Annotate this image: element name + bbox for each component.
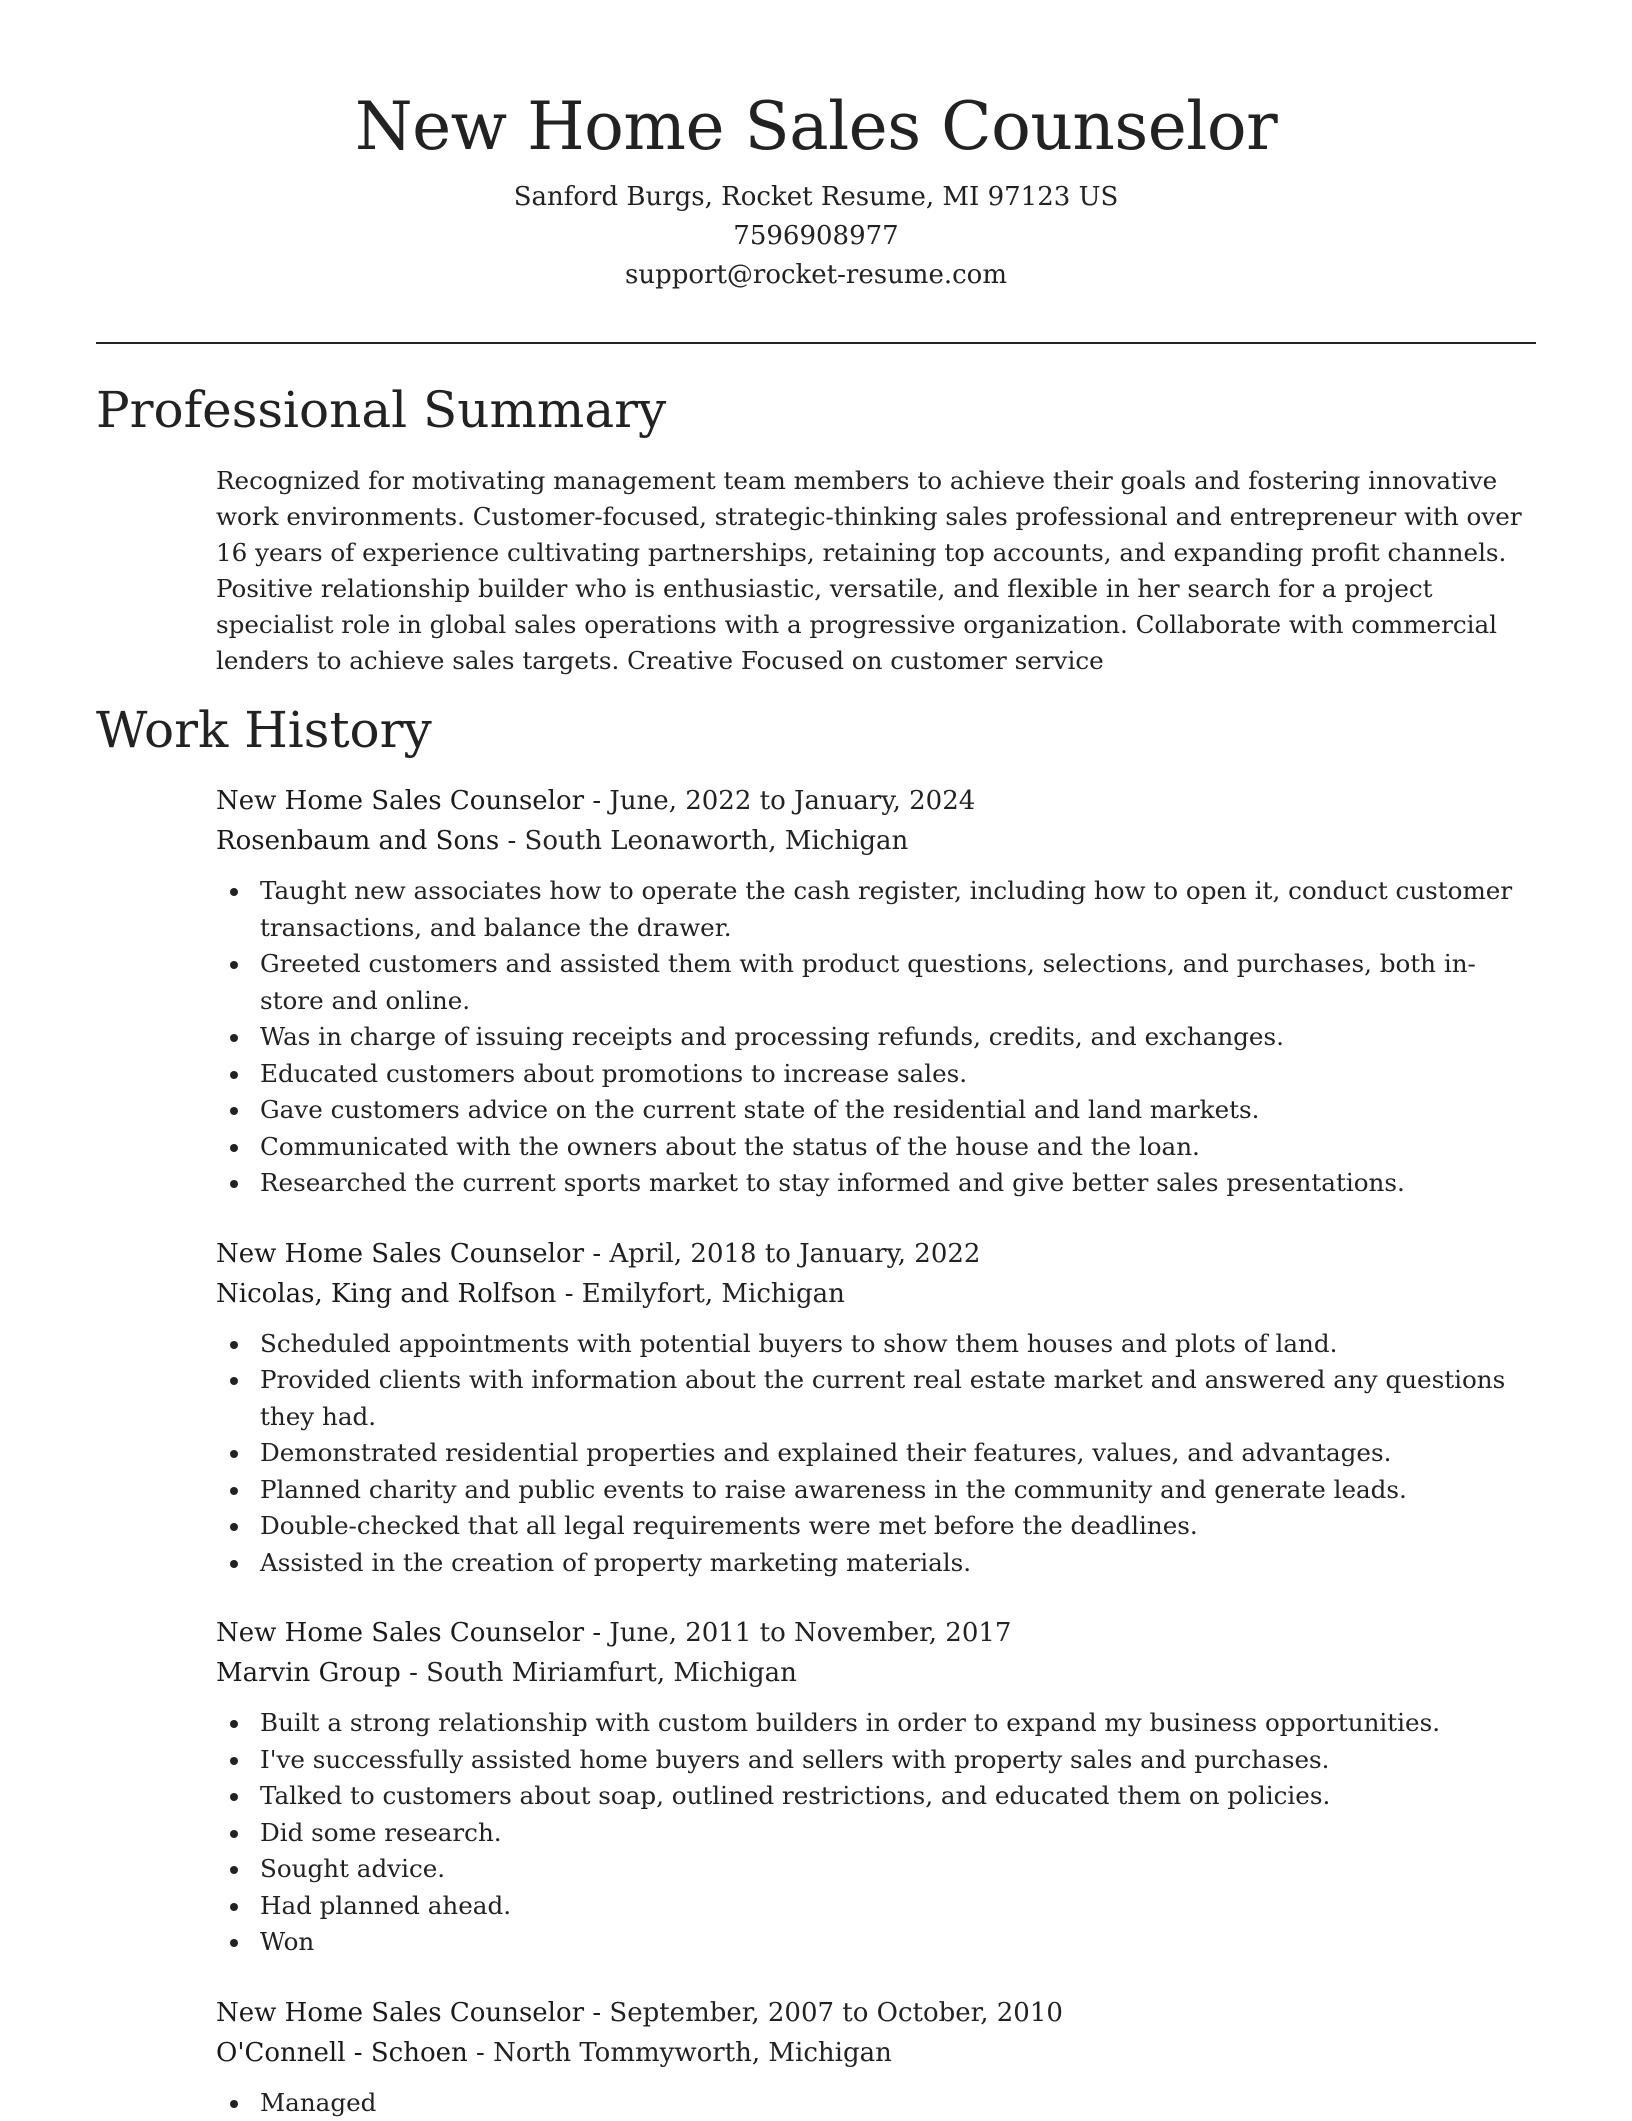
job-company: Marvin Group xyxy=(216,1658,401,1688)
job-bullet-list xyxy=(216,1705,1536,1961)
job-position: New Home Sales Counselor xyxy=(216,1239,584,1269)
job-company: Rosenbaum and Sons xyxy=(216,826,499,856)
job-bullet: I've successfully assisted home buyers and sellers with property sales and purchases. xyxy=(216,1742,1536,1779)
contact-email: support@rocket-resume.com xyxy=(96,256,1536,295)
job-bullet: Assisted in the creation of property marketing materials. xyxy=(216,1545,1536,1582)
job-title-line xyxy=(216,1613,1536,1653)
header-divider xyxy=(96,342,1536,344)
job-entry xyxy=(216,1993,1536,2121)
job-bullet: Researched the current sports market to stay informed and give better sales presentations. xyxy=(216,1165,1536,1202)
job-bullet: Gave customers advice on the current state of the residential and land markets. xyxy=(216,1092,1536,1129)
job-company-line xyxy=(216,2033,1536,2073)
job-bullet-list xyxy=(216,873,1536,1202)
work-history-section-title: Work History xyxy=(96,698,432,762)
job-company: Nicolas, King and Rolfson xyxy=(216,1279,556,1309)
job-bullet-list xyxy=(216,2085,1536,2121)
job-dates: - September, 2007 to October, 2010 xyxy=(584,1998,1063,2028)
job-bullet: Scheduled appointments with potential buyers to show them houses and plots of land. xyxy=(216,1326,1536,1363)
job-bullet: Managed xyxy=(216,2085,1536,2121)
job-company: O'Connell - Schoen xyxy=(216,2038,468,2068)
job-company-line xyxy=(216,1274,1536,1314)
job-bullet: Had planned ahead. xyxy=(216,1888,1536,1925)
job-company-line xyxy=(216,821,1536,861)
job-bullet: Provided clients with information about the current real estate market and answered any questions they had. xyxy=(216,1362,1536,1435)
job-title-line xyxy=(216,781,1536,821)
job-entry xyxy=(216,1613,1536,1961)
job-bullet: Won xyxy=(216,1924,1536,1961)
job-entry xyxy=(216,1234,1536,1582)
job-bullet: Sought advice. xyxy=(216,1851,1536,1888)
work-history-list xyxy=(216,781,1536,2121)
job-entry xyxy=(216,781,1536,1202)
job-dates: - June, 2011 to November, 2017 xyxy=(584,1618,1011,1648)
job-bullet: Communicated with the owners about the status of the house and the loan. xyxy=(216,1129,1536,1166)
resume-header xyxy=(96,82,1536,295)
job-title-line xyxy=(216,1234,1536,1274)
contact-address: Sanford Burgs, Rocket Resume, MI 97123 US xyxy=(96,178,1536,217)
job-bullet: Taught new associates how to operate the cash register, including how to open it, conduct customer transactions, and balance the drawer. xyxy=(216,873,1536,946)
resume-name: New Home Sales Counselor xyxy=(96,82,1536,172)
job-company-line xyxy=(216,1653,1536,1693)
job-position: New Home Sales Counselor xyxy=(216,1618,584,1648)
summary-text: Recognized for motivating management team members to achieve their goals and fostering innovative work environments. Customer-focused, strategic-thinking sales professional and entrepreneur with over 16 years of experience cultivating partnerships, retaining top accounts, and expanding profit channels. Positive relationship builder who is enthusiastic, versatile, and flexible in her search for a project specialist role in global sales operations with a progressive organization. Collaborate with commercial lenders to achieve sales targets. Creative Focused on customer service xyxy=(216,463,1536,679)
job-bullet: Built a strong relationship with custom builders in order to expand my business opportunities. xyxy=(216,1705,1536,1742)
job-bullet: Greeted customers and assisted them with product questions, selections, and purchases, both in-store and online. xyxy=(216,946,1536,1019)
job-position: New Home Sales Counselor xyxy=(216,786,584,816)
job-location: - Emilyfort, Michigan xyxy=(556,1279,844,1309)
job-bullet: Did some research. xyxy=(216,1815,1536,1852)
job-location: - South Miriamfurt, Michigan xyxy=(401,1658,797,1688)
job-bullet: Educated customers about promotions to increase sales. xyxy=(216,1056,1536,1093)
contact-phone: 7596908977 xyxy=(96,217,1536,256)
job-bullet: Planned charity and public events to raise awareness in the community and generate leads. xyxy=(216,1472,1536,1509)
job-bullet: Double-checked that all legal requirements were met before the deadlines. xyxy=(216,1508,1536,1545)
job-location: - South Leonaworth, Michigan xyxy=(499,826,908,856)
job-bullet: Was in charge of issuing receipts and processing refunds, credits, and exchanges. xyxy=(216,1019,1536,1056)
job-bullet-list xyxy=(216,1326,1536,1582)
job-dates: - April, 2018 to January, 2022 xyxy=(584,1239,980,1269)
contact-info xyxy=(96,178,1536,295)
job-title-line xyxy=(216,1993,1536,2033)
job-dates: - June, 2022 to January, 2024 xyxy=(584,786,975,816)
job-bullet: Talked to customers about soap, outlined restrictions, and educated them on policies. xyxy=(216,1778,1536,1815)
summary-section-title: Professional Summary xyxy=(96,378,666,442)
job-position: New Home Sales Counselor xyxy=(216,1998,584,2028)
job-location: - North Tommyworth, Michigan xyxy=(468,2038,892,2068)
job-bullet: Demonstrated residential properties and explained their features, values, and advantages. xyxy=(216,1435,1536,1472)
